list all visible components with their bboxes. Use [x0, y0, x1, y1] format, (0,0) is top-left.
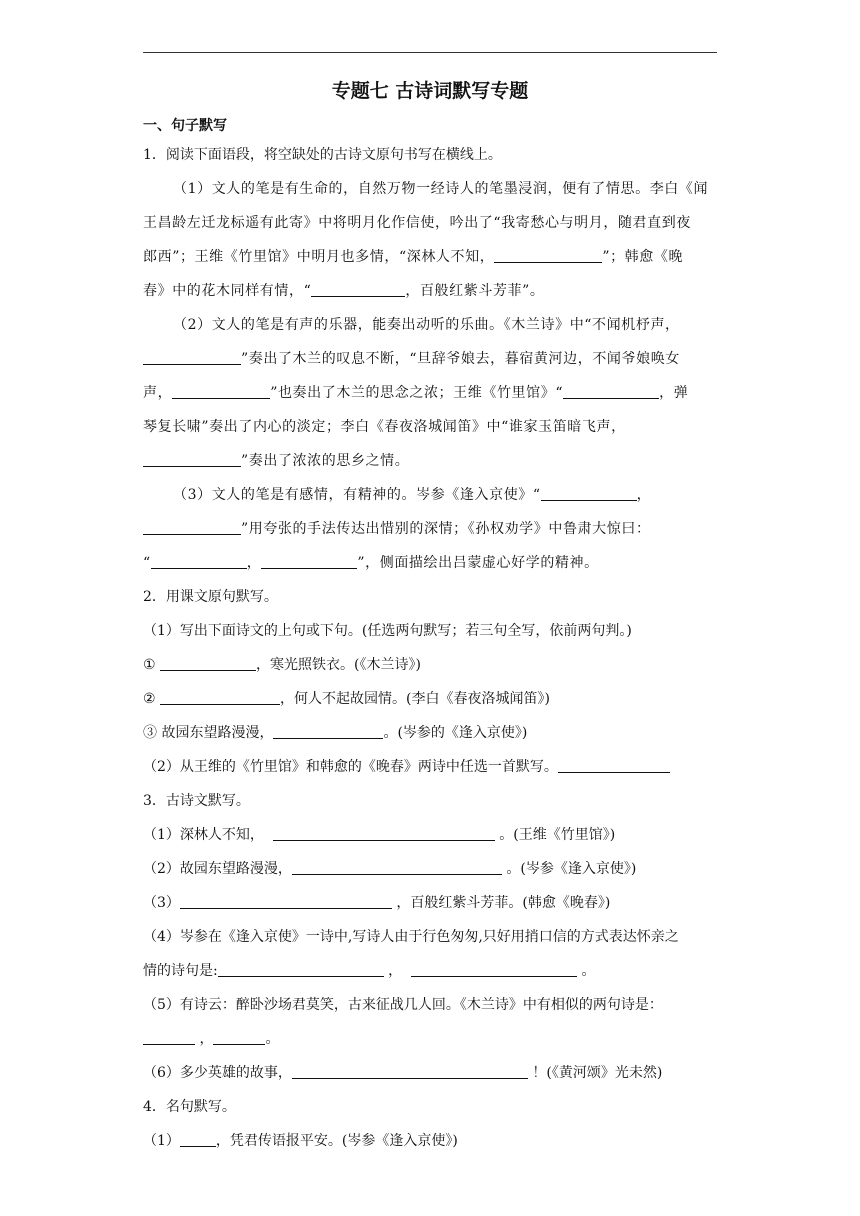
answer-blank[interactable] — [273, 826, 495, 841]
text-segment: ， — [388, 963, 403, 979]
text-segment: ，寒光照铁衣。(《木兰诗》) — [256, 657, 421, 673]
answer-blank[interactable] — [151, 554, 247, 569]
text-segment: （6）多少英雄的故事， — [143, 1065, 292, 1081]
q2-item1 — [143, 648, 717, 682]
answer-blank[interactable] — [180, 894, 392, 909]
text-segment: “ — [143, 555, 151, 571]
text-segment: （2）从王维的《竹里馆》和韩愈的《晚春》两诗中任选一首默写。 — [143, 759, 558, 775]
text-segment: ！(《黄河颂》光未然) — [532, 1065, 663, 1081]
q3-item5-line1: （5）有诗云：醉卧沙场君莫笑，古来征战几人回。《木兰诗》中有相似的两句诗是： — [143, 997, 663, 1013]
page-title: 专题七 古诗词默写专题 — [331, 80, 529, 102]
answer-blank[interactable] — [541, 486, 637, 501]
q1-p1-line3 — [143, 240, 717, 274]
q3-item4-line1: （4）岑参在《逢入京使》一诗中,写诗人由于行色匆匆,只好用捎口信的方式表达怀亲之 — [143, 929, 679, 945]
text-segment: （2）故园东望路漫漫， — [143, 861, 292, 877]
q3-item6 — [143, 1056, 717, 1090]
q3-item5-line2 — [143, 1022, 717, 1056]
text-segment: ③ 故园东望路漫漫， — [143, 725, 274, 741]
q2-item2 — [143, 682, 717, 716]
answer-blank[interactable] — [143, 1030, 195, 1045]
answer-blank[interactable] — [292, 860, 502, 875]
text-segment: ”，侧面描绘出吕蒙虚心好学的精神。 — [357, 555, 599, 571]
text-segment: 。(岑参的《逢入京使》) — [383, 725, 528, 741]
q1-intro: 1．阅读下面语段，将空缺处的古诗文原句书写在横线上。 — [143, 147, 502, 163]
q1-p3-line1 — [143, 478, 717, 512]
answer-blank[interactable] — [311, 282, 405, 297]
answer-blank[interactable] — [160, 690, 280, 705]
text-segment: 情的诗句是: — [143, 963, 218, 979]
text-segment: ”；韩愈《晚 — [602, 249, 684, 265]
answer-blank[interactable] — [143, 520, 241, 535]
answer-blank[interactable] — [218, 962, 384, 977]
text-segment: ① — [143, 657, 156, 673]
q1-p3-line2 — [143, 512, 717, 546]
text-segment: ”奏出了木兰的叹息不断，“旦辞爷娘去，暮宿黄河边，不闻爷娘唤女 — [241, 351, 680, 367]
text-segment: 。(岑参《逢入京使》) — [506, 861, 637, 877]
q1-p1-line1: （1）文人的笔是有生命的，自然万物一经诗人的笔墨浸润，便有了情思。李白《闻 — [173, 181, 709, 197]
text-segment: ，弹 — [659, 385, 689, 401]
answer-blank[interactable] — [558, 758, 670, 773]
text-segment: 。(王维《竹里馆》) — [499, 827, 616, 843]
text-segment: 。 — [581, 963, 596, 979]
q1-p1-line4 — [143, 274, 717, 308]
q1-p2-line1: （2）文人的笔是有声的乐器，能奏出动听的乐曲。《木兰诗》中“不闻机杼声， — [173, 317, 680, 333]
text-segment: ，何人不起故园情。(李白《春夜洛城闻笛》) — [280, 691, 550, 707]
answer-blank[interactable] — [273, 724, 383, 739]
q2-sub2 — [143, 750, 717, 784]
q1-p2-line5 — [143, 444, 717, 478]
text-segment: ，凭君传语报平安。(岑参《逢入京使》) — [215, 1133, 458, 1149]
text-segment: （1）深林人不知， — [143, 827, 264, 843]
q1-p1-line2: 王昌龄左迁龙标遥有此寄》中将明月化作信使，吟出了“我寄愁心与明月，随君直到夜 — [143, 215, 691, 231]
q2-intro: 2．用课文原句默写。 — [143, 589, 278, 605]
q4-intro: 4．名句默写。 — [143, 1099, 236, 1115]
q1-p3-line3 — [143, 546, 717, 580]
q2-sub1: （1）写出下面诗文的上句或下句。(任选两句默写；若三句全写，依前两句判。) — [143, 623, 632, 639]
q1-p2-line2 — [143, 342, 717, 376]
q3-item2 — [143, 852, 717, 886]
answer-blank[interactable] — [143, 452, 241, 467]
q3-item1 — [143, 818, 717, 852]
text-segment: （3） — [143, 895, 180, 911]
answer-blank[interactable] — [411, 962, 577, 977]
text-segment: （1） — [143, 1133, 180, 1149]
q3-item3 — [143, 886, 717, 920]
text-segment: （3）文人的笔是有感情，有精神的。岑参《逢入京使》“ — [173, 487, 541, 503]
question-content — [143, 138, 717, 1158]
q2-item3 — [143, 716, 717, 750]
answer-blank[interactable] — [292, 1064, 528, 1079]
answer-blank[interactable] — [563, 384, 659, 399]
answer-blank[interactable] — [261, 554, 357, 569]
q4-item1 — [143, 1124, 717, 1158]
text-segment: 。 — [265, 1031, 280, 1047]
text-segment: 声， — [143, 385, 173, 401]
text-segment: ，百般红紫斗芳菲”。 — [405, 283, 545, 299]
text-segment: ，百般红紫斗芳菲。(韩愈《晚春》) — [396, 895, 611, 911]
answer-blank[interactable] — [172, 384, 270, 399]
answer-blank[interactable] — [143, 350, 241, 365]
text-segment: ② — [143, 691, 156, 707]
q3-intro: 3．古诗文默写。 — [143, 793, 250, 809]
text-segment: ， — [246, 555, 262, 571]
answer-blank[interactable] — [213, 1030, 265, 1045]
answer-blank[interactable] — [180, 1132, 216, 1147]
text-segment: ”奏出了浓浓的思乡之情。 — [241, 453, 410, 469]
section-heading: 一、句子默写 — [143, 118, 227, 134]
text-segment: ， — [199, 1031, 214, 1047]
text-segment: ”也奏出了木兰的思念之浓；王维《竹里馆》“ — [270, 385, 564, 401]
answer-blank[interactable] — [160, 656, 256, 671]
text-segment: ， — [636, 487, 652, 503]
text-segment: 郎西”；王维《竹里馆》中明月也多情，“深林人不知， — [143, 249, 495, 265]
q1-p2-line4: 琴复长啸”奏出了内心的淡定；李白《春夜洛城闻笛》中“谁家玉笛暗飞声， — [143, 419, 626, 435]
q3-item4-line2 — [143, 954, 717, 988]
text-segment: ”用夸张的手法传达出惜别的深情；《孙权劝学》中鲁肃大惊曰： — [241, 521, 651, 537]
header-rule — [143, 52, 717, 53]
text-segment: 春》中的花木同样有情，“ — [143, 283, 312, 299]
answer-blank[interactable] — [494, 248, 602, 263]
q1-p2-line3 — [143, 376, 717, 410]
